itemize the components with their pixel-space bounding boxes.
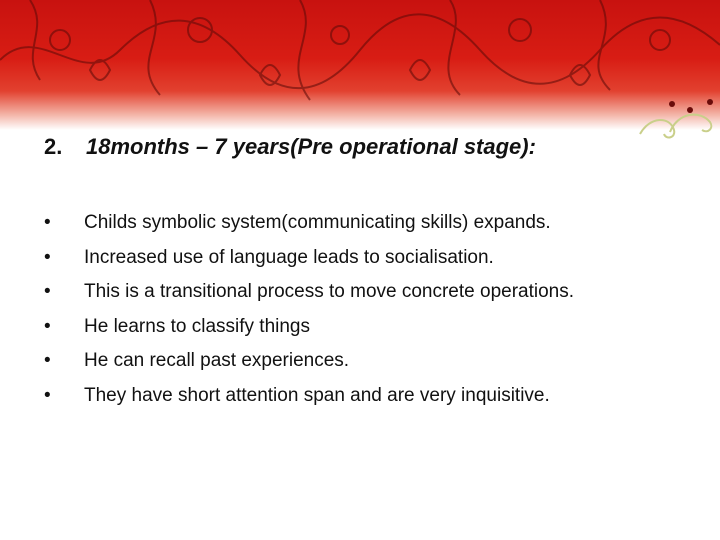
- bullet-text: This is a transitional process to move concrete operations.: [84, 281, 575, 303]
- decorative-banner: [0, 0, 720, 130]
- floral-ornament-icon: [0, 0, 720, 130]
- swirl-ornament-icon: [630, 96, 720, 146]
- slide-heading: [44, 134, 536, 160]
- bullet-icon: •: [44, 384, 51, 406]
- bullet-text: He can recall past experiences.: [84, 350, 350, 372]
- bullet-text: He learns to classify things: [84, 315, 310, 337]
- heading-number: 2.: [44, 134, 63, 159]
- bullet-icon: •: [44, 281, 51, 303]
- bullet-icon: •: [44, 212, 51, 233]
- bullet-text: Childs symbolic system(communicating skills) expands.: [84, 212, 551, 233]
- heading-text: 18months – 7 years(Pre operational stage):: [86, 134, 536, 159]
- bullet-icon: •: [44, 350, 51, 372]
- bullet-icon: •: [44, 246, 51, 268]
- bullet-icon: •: [44, 315, 51, 337]
- bullet-text: They have short attention span and are very inquisitive.: [84, 384, 550, 406]
- bullet-text: Increased use of language leads to socialisation.: [84, 246, 494, 268]
